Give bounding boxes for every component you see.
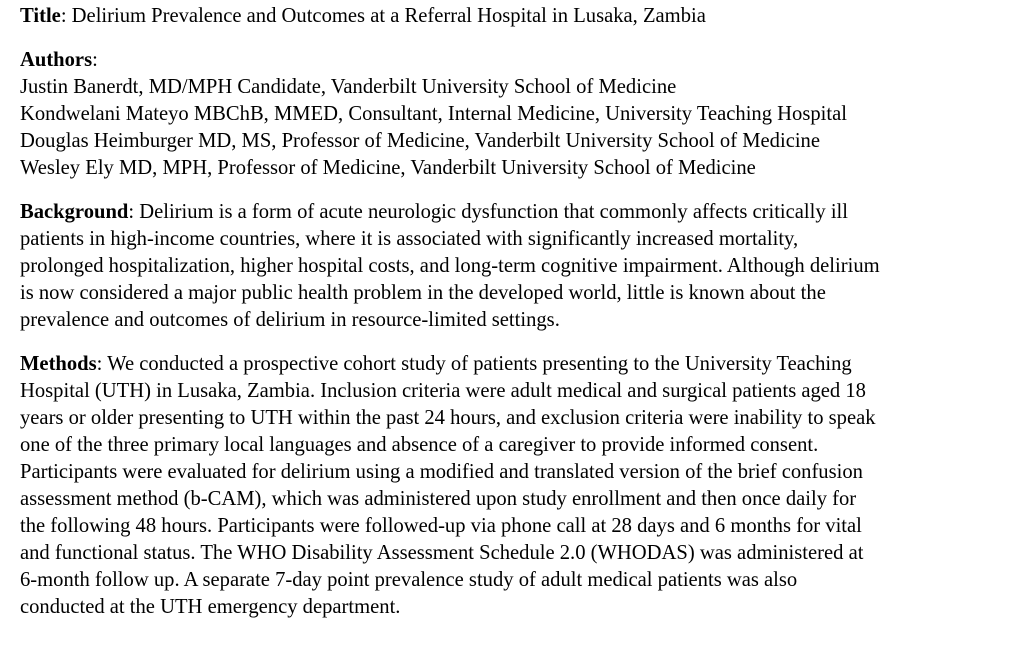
authors-label: Authors <box>20 49 93 71</box>
background-line: prevalence and outcomes of delirium in resource-limited settings. <box>20 309 560 331</box>
methods-line: assessment method (b-CAM), which was administered upon study enrollment and then once daily for <box>20 488 857 510</box>
methods-line <box>20 351 1020 378</box>
background-line: patients in high-income countries, where it is associated with significantly increased mortality, <box>20 228 799 250</box>
background-line: prolonged hospitalization, higher hospital costs, and long-term cognitive impairment. Although delirium <box>20 255 880 277</box>
author-line: Justin Banerdt, MD/MPH Candidate, Vanderbilt University School of Medicine <box>20 76 677 98</box>
abstract-document <box>20 3 1020 621</box>
methods-text: : We conducted a prospective cohort study of patients presenting to the University Teaching <box>96 353 852 375</box>
methods-label: Methods <box>20 353 97 375</box>
methods-line: years or older presenting to UTH within the past 24 hours, and exclusion criteria were inability to speak <box>20 407 876 429</box>
background-text: : Delirium is a form of acute neurologic dysfunction that commonly affects critically ill <box>128 201 848 223</box>
methods-line: Participants were evaluated for delirium using a modified and translated version of the brief confusion <box>20 461 863 483</box>
methods-line: conducted at the UTH emergency department. <box>20 596 401 618</box>
author-line: Kondwelani Mateyo MBChB, MMED, Consultant, Internal Medicine, University Teaching Hospital <box>20 103 847 125</box>
methods-line: and functional status. The WHO Disability Assessment Schedule 2.0 (WHODAS) was administered at <box>20 542 864 564</box>
background-line <box>20 199 1020 226</box>
methods-section <box>20 351 1020 621</box>
background-label: Background <box>20 201 129 223</box>
title-line <box>20 3 1020 30</box>
author-line: Wesley Ely MD, MPH, Professor of Medicine, Vanderbilt University School of Medicine <box>20 157 756 179</box>
authors-suffix: : <box>92 49 98 71</box>
methods-line: the following 48 hours. Participants were followed-up via phone call at 28 days and 6 months for vital <box>20 515 862 537</box>
methods-line: one of the three primary local languages and absence of a caregiver to provide informed consent. <box>20 434 819 456</box>
author-line: Douglas Heimburger MD, MS, Professor of Medicine, Vanderbilt University School of Medicine <box>20 130 820 152</box>
title-text: : Delirium Prevalence and Outcomes at a Referral Hospital in Lusaka, Zambia <box>60 5 706 27</box>
methods-line: 6-month follow up. A separate 7-day point prevalence study of adult medical patients was also <box>20 569 798 591</box>
authors-heading <box>20 47 1020 74</box>
title-label: Title <box>20 5 61 27</box>
methods-line: Hospital (UTH) in Lusaka, Zambia. Inclusion criteria were adult medical and surgical patients aged 18 <box>20 380 866 402</box>
background-section <box>20 199 1020 334</box>
background-line: is now considered a major public health problem in the developed world, little is known about the <box>20 282 826 304</box>
